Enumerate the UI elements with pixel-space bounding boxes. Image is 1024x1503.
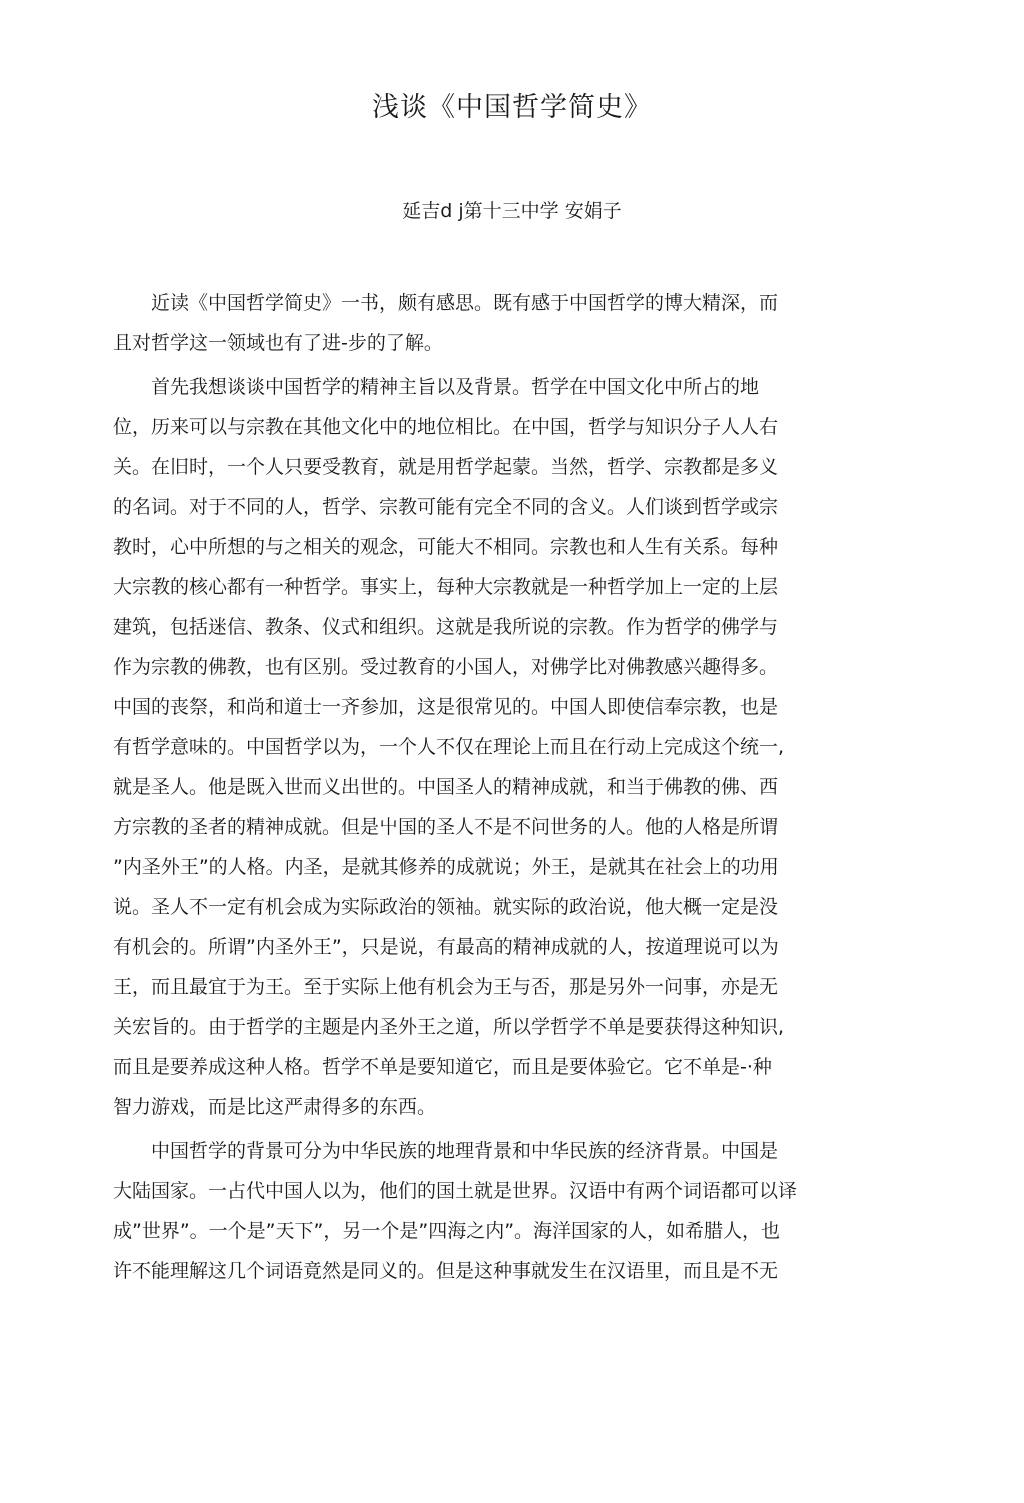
body-line: 成”世界”。一个是”天下”，另一个是”四海之内”。海洋国家的人，如希腊人，也 — [113, 1220, 781, 1242]
body-line: 有哲学意味的。中国哲学以为，一个人不仅在理论上而且在行动上完成这个统一, — [113, 736, 785, 758]
author-line: 延吉d j第十三中学 安娟子 — [402, 200, 622, 222]
body-line: 的名词。对于不同的人，哲学、宗教可能有完全不同的含义。人们谈到哲学或宗 — [113, 496, 779, 518]
body-line: 位，历来可以与宗教在其他文化中的地位相比。在中国，哲学与知识分子人人右 — [113, 416, 779, 438]
body-line: 方宗教的圣者的精神成就。但是屮国的圣人不是不问世务的人。他的人格是所谓 — [113, 816, 779, 838]
body-line: 大陆国家。一占代中国人以为，他们的国土就是世界。汉语中有两个词语都可以译 — [113, 1180, 798, 1202]
body-line: 教时，心中所想的与之相关的观念，可能大不相同。宗教也和人生有关系。每种 — [113, 536, 779, 558]
body-line: 关。在旧时，一个人只要受教育，就是用哲学起蒙。当然，哲学、宗教都是多义 — [113, 456, 779, 478]
body-line: 关宏旨的。由于哲学的主题是内圣外王之道，所以学哲学不单是要获得这种知识, — [113, 1016, 785, 1038]
body-line: 近读《中国哲学简史》一书，颇有感思。既有感于中国哲学的博大精深，而 — [113, 292, 779, 314]
body-line: 大宗教的核心都有一种哲学。事实上，每种大宗教就是一种哲学加上一定的上层 — [113, 576, 779, 598]
body-line: 智力游戏，而是比这严肃得多的东西。 — [113, 1096, 437, 1118]
body-line: 有机会的。所谓”内圣外王”，只是说，有最高的精神成就的人，按道理说可以为 — [113, 936, 779, 958]
body-line: 且对哲学这一领域也有了进-步的了解。 — [113, 332, 443, 354]
body-line: 中国哲学的背景可分为中华民族的地理背景和中华民族的经济背景。中国是 — [113, 1140, 779, 1162]
body-line: 建筑，包括迷信、教条、仪式和组织。这就是我所说的宗教。作为哲学的佛学与 — [113, 616, 779, 638]
body-line: 就是圣人。他是既入世而义出世的。中国圣人的精神成就，和当于佛教的佛、西 — [113, 776, 779, 798]
body-line: 而且是要养成这种人格。哲学不单是要知道它，而且是要体验它。它不单是-·种 — [113, 1056, 772, 1078]
body-line: 首先我想谈谈中国哲学的精神主旨以及背景。哲学在中国文化中所占的地 — [113, 376, 760, 398]
body-line: 王，而且最宜于为王。至于实际上他有机会为王与否，那是另外一问事，亦是无 — [113, 976, 779, 998]
body-line: 说。圣人不一定有机会成为实际政治的领袖。就实际的政治说，他大概一定是没 — [113, 896, 779, 918]
body-line: 作为宗教的佛教，也有区别。受过教育的小国人，对佛学比对佛教感兴趣得多。 — [113, 656, 779, 678]
body-line: 中国的丧祭，和尚和道士一齐参加，这是很常见的。中国人即使信奉宗教，也是 — [113, 696, 779, 718]
document-body — [113, 283, 893, 1291]
body-line: ”内圣外王”的人格。内圣，是就其修养的成就说；外王，是就其在社会上的功用 — [113, 856, 779, 878]
document-title: 浅谈《中国哲学简史》 — [372, 92, 652, 123]
body-line: 许不能理解这几个词语竟然是同义的。但是这种事就发生在汉语里，而且是不无 — [113, 1260, 779, 1282]
